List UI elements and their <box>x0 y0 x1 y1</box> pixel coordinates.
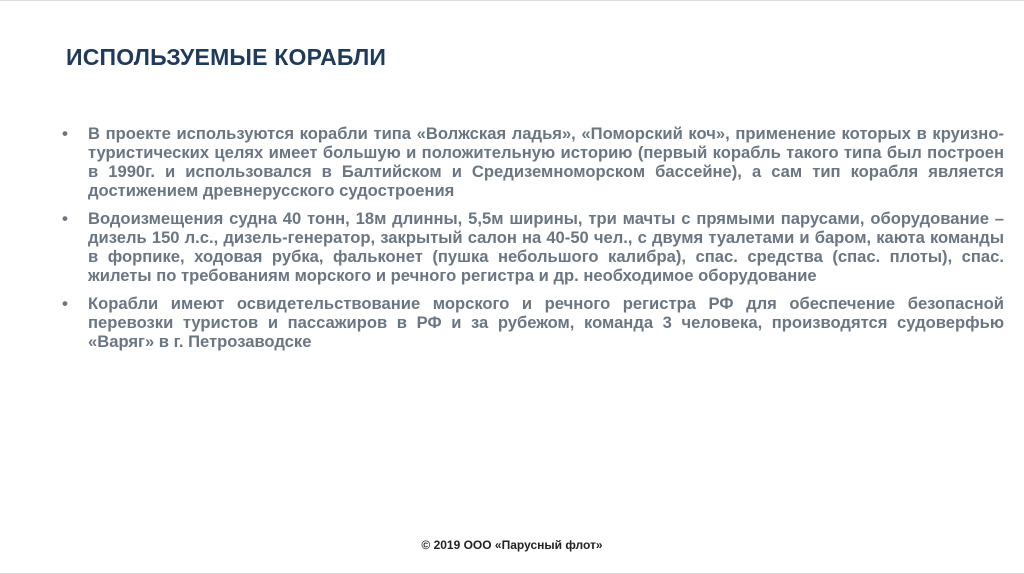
bullet-text: В проекте используются корабли типа «Волжская ладья», «Поморский коч», применение которых в круизно-туристических целях имеет большую и положительную историю (первый корабль такого типа был построен в 1990г. и использовался в Балтийском и Средиземноморском бассейне), а сам тип корабля является достижением древнерусского судостроения <box>88 124 1004 200</box>
bullet-marker: • <box>62 124 68 143</box>
bullet-item-1 <box>62 124 1004 200</box>
footer-copyright: © 2019 ООО «Парусный флот» <box>421 538 603 552</box>
top-divider <box>0 0 1024 1</box>
bullet-marker: • <box>62 209 68 228</box>
bullet-item-2 <box>62 209 1004 285</box>
slide-title: ИСПОЛЬЗУЕМЫЕ КОРАБЛИ <box>66 44 387 70</box>
bullet-list <box>62 124 1004 360</box>
bullet-item-3 <box>62 294 1004 351</box>
bullet-text: Водоизмещения судна 40 тонн, 18м длинны, 5,5м ширины, три мачты с прямыми парусами, оборудование – дизель 150 л.с., дизель-генератор, закрытый салон на 40-50 чел., с двумя туалетами и баром, каюта команды в форпике, ходовая рубка, фальконет (пушка небольшого калибра), спас. средства (спас. плоты), спас. жилеты по требованиям морского и речного регистра и др. необходимое оборудование <box>88 209 1004 285</box>
bullet-text: Корабли имеют освидетельствование морского и речного регистра РФ для обеспечение безопасной перевозки туристов и пассажиров в РФ и за рубежом, команда 3 человека, производятся судоверфью «Варяг» в г. Петрозаводске <box>88 294 1004 351</box>
bullet-marker: • <box>62 294 68 313</box>
